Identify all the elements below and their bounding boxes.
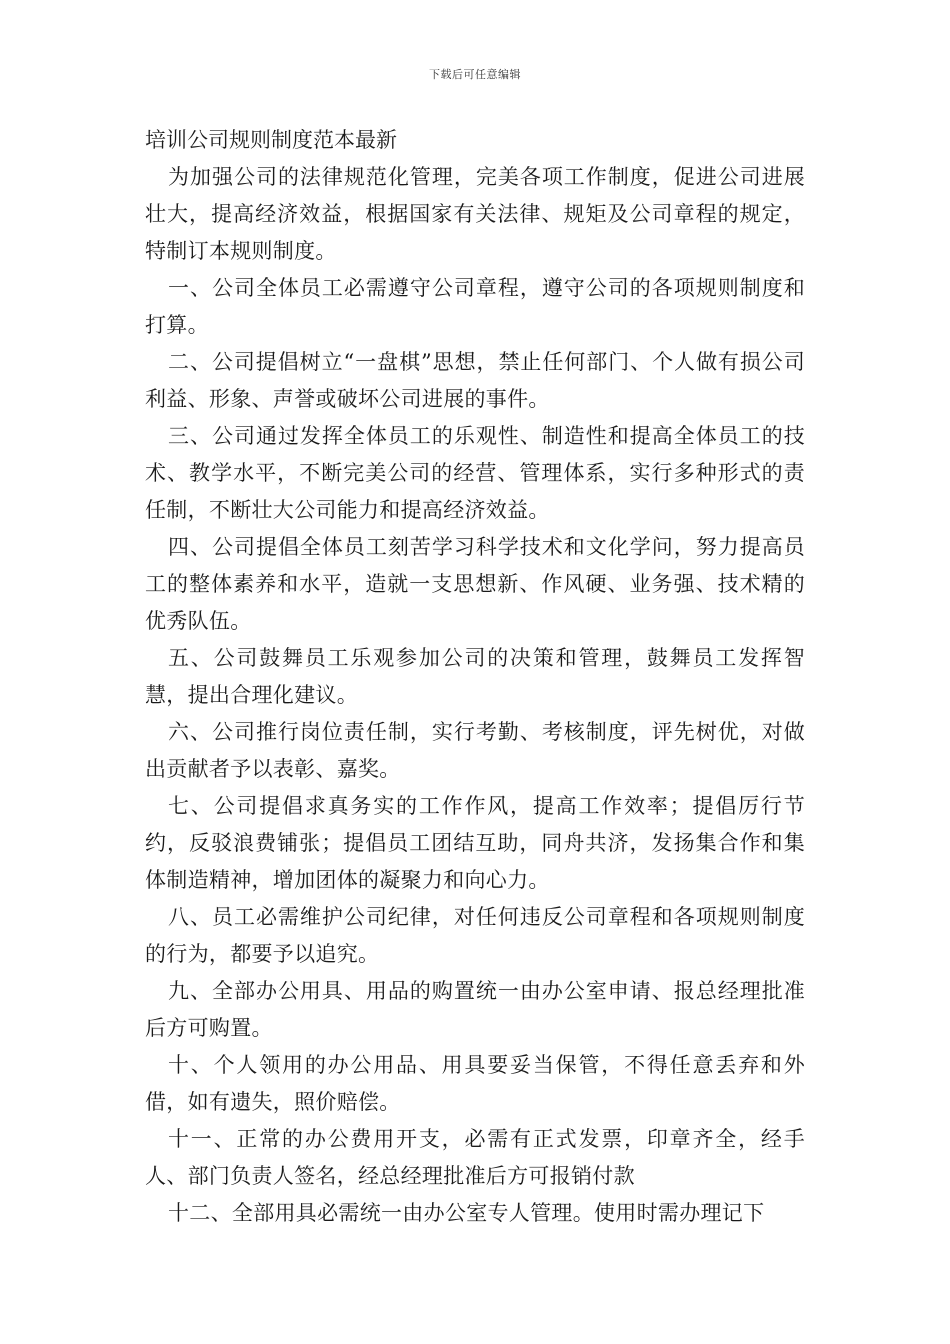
header-note: 下载后可任意编辑 (429, 68, 521, 81)
document-body (145, 122, 805, 1232)
paragraph-article-6: 六、公司推行岗位责任制，实行考勤、考核制度，评先树优，对做出贡献者予以表彰、嘉奖。 (145, 720, 805, 781)
paragraph-article-11: 十一、正常的办公费用开支，必需有正式发票，印章齐全，经手人、部门负责人签名，经总经理批准后方可报销付款 (145, 1127, 805, 1188)
paragraph-article-10: 十、个人领用的办公用品、用具要妥当保管，不得任意丢弃和外借，如有遗失，照价赔偿。 (145, 1053, 805, 1114)
paragraph-article-8: 八、员工必需维护公司纪律，对任何违反公司章程和各项规则制度的行为，都要予以追究。 (145, 905, 805, 966)
paragraph-article-1: 一、公司全体员工必需遵守公司章程，遵守公司的各项规则制度和打算。 (145, 276, 805, 337)
paragraph-preamble: 为加强公司的法律规范化管理，完美各项工作制度，促进公司进展壮大，提高经济效益，根据国家有关法律、规矩及公司章程的规定，特制订本规则制度。 (145, 165, 805, 263)
paragraph-article-5: 五、公司鼓舞员工乐观参加公司的决策和管理，鼓舞员工发挥智慧，提出合理化建议。 (145, 646, 805, 707)
paragraph-article-7: 七、公司提倡求真务实的工作作风，提高工作效率；提倡厉行节约，反驳浪费铺张；提倡员工团结互助，同舟共济，发扬集合作和集体制造精神，增加团体的凝聚力和向心力。 (145, 794, 805, 892)
document-title: 培训公司规则制度范本最新 (145, 128, 397, 152)
paragraph-article-12: 十二、全部用具必需统一由办公室专人管理。使用时需办理记下 (168, 1201, 765, 1225)
paragraph-article-9: 九、全部办公用具、用品的购置统一由办公室申请、报总经理批准后方可购置。 (145, 979, 805, 1040)
paragraph-article-4: 四、公司提倡全体员工刻苦学习科学技术和文化学问，努力提高员工的整体素养和水平，造就一支思想新、作风硬、业务强、技术精的优秀队伍。 (145, 535, 805, 633)
paragraph-article-2: 二、公司提倡树立“一盘棋”思想，禁止任何部门、个人做有损公司利益、形象、声誉或破坏公司进展的事件。 (145, 350, 805, 411)
paragraph-article-3: 三、公司通过发挥全体员工的乐观性、制造性和提高全体员工的技术、教学水平，不断完美公司的经营、管理体系，实行多种形式的责任制，不断壮大公司能力和提高经济效益。 (145, 424, 805, 522)
